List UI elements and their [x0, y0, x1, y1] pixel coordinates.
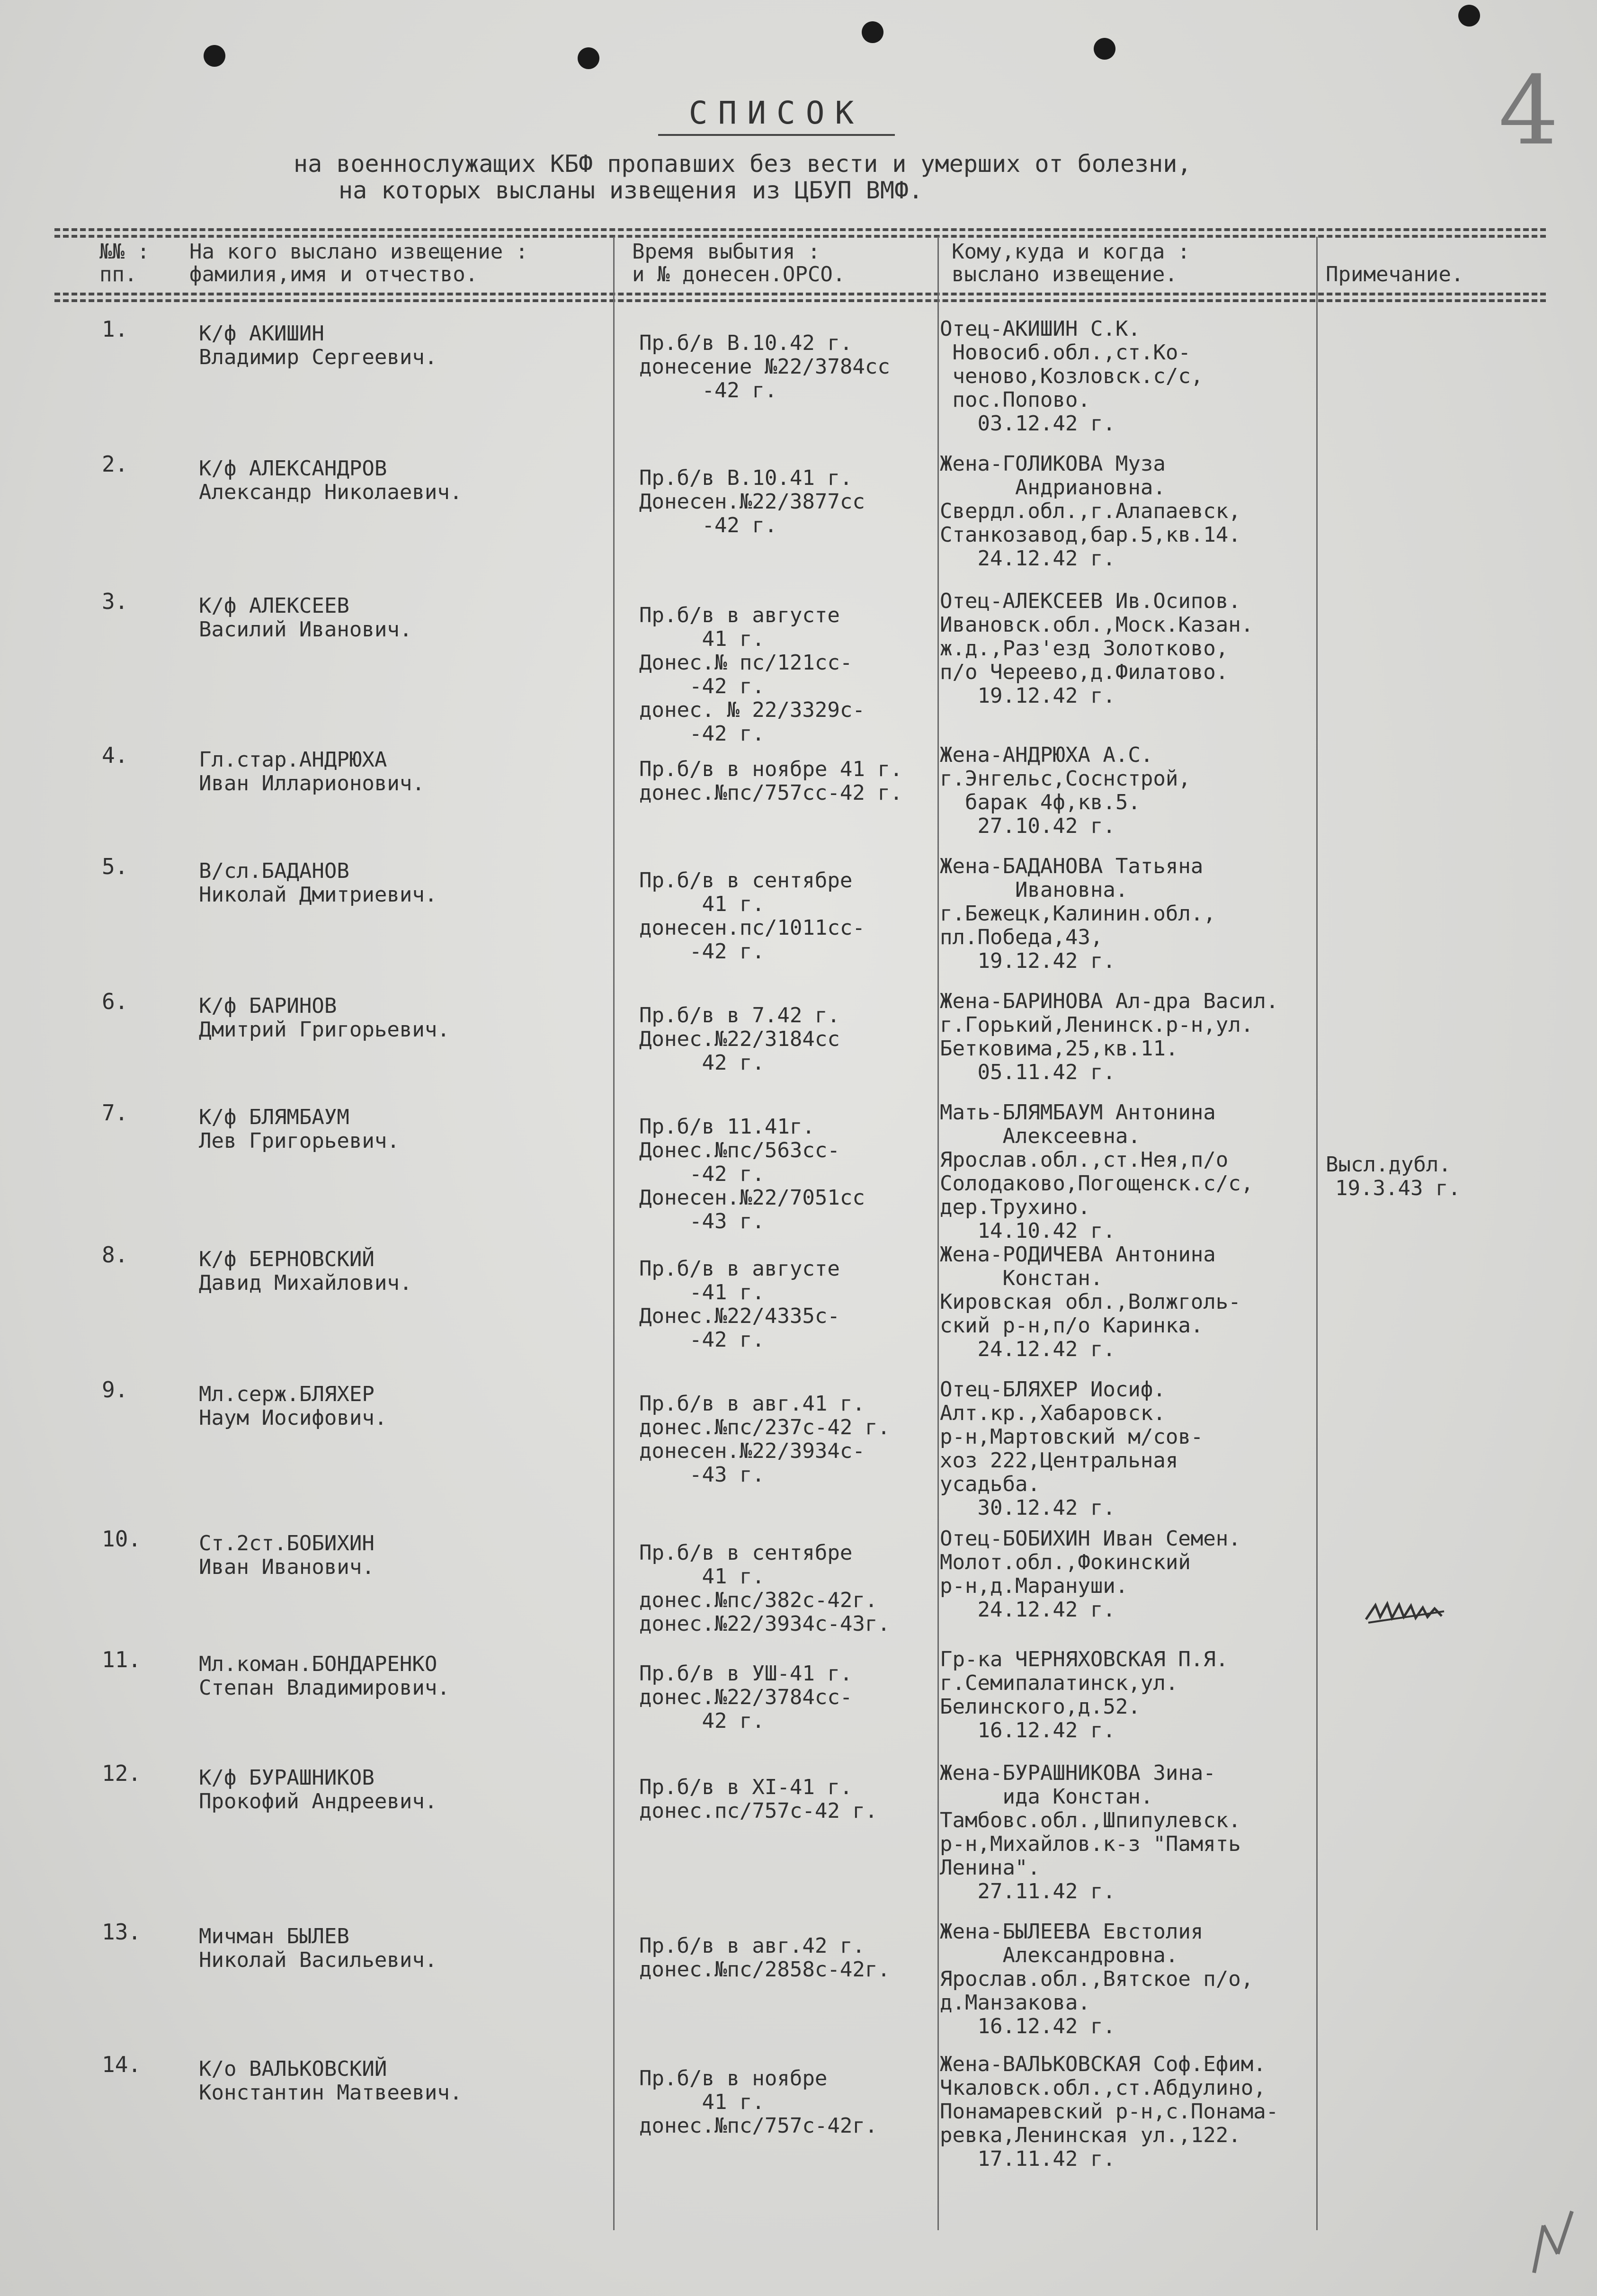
notice-recipient-line: 16.12.42 г. — [940, 2014, 1115, 2038]
missing-date-report-cell — [639, 1004, 840, 1075]
missing-date-report-line: Донес.№22/4335с- — [639, 1304, 840, 1328]
header-name — [189, 241, 528, 286]
recipient-name-line: Мичман БЫЛЕВ — [199, 1924, 349, 1948]
recipient-name-cell — [199, 748, 425, 795]
page-number: 4 — [1499, 56, 1559, 166]
header-notice — [952, 241, 1190, 286]
notice-recipient-line: Жена-ВАЛЬКОВСКАЯ Соф.Ефим. — [940, 2052, 1266, 2076]
notice-recipient-line: Андриановна. — [940, 475, 1166, 500]
missing-date-report-cell — [639, 466, 865, 537]
notice-recipient-line: Понамаревский р-н,с.Понама- — [940, 2099, 1279, 2124]
notice-recipient-line: р-н,д.Марануши. — [940, 1574, 1128, 1598]
notice-recipient-line: Жена-РОДИЧЕВА Антонина — [940, 1242, 1216, 1267]
recipient-name-line: Николай Васильевич. — [199, 1948, 437, 1972]
notice-recipient-line: Ярослав.обл.,Вятское п/о, — [940, 1967, 1254, 1991]
missing-date-report-line: 41 г. — [639, 1564, 765, 1589]
notice-recipient-line: 19.12.42 г. — [940, 684, 1115, 708]
notice-recipient-cell — [940, 855, 1216, 973]
recipient-name-line: Константин Матвеевич. — [199, 2081, 463, 2105]
header-line — [1326, 241, 1463, 263]
notice-recipient-line: Тамбовс.обл.,Шпипулевск. — [940, 1808, 1241, 1832]
missing-date-report-line: Пр.б/в в августе — [639, 1257, 840, 1281]
row-number: 13. — [102, 1919, 142, 1945]
subtitle-line: на которых высланы извещения из ЦБУП ВМФ. — [339, 177, 923, 204]
missing-date-report-line: Пр.б/в в сентябре — [639, 868, 853, 893]
recipient-name-line: Александр Николаевич. — [199, 480, 463, 504]
notice-recipient-line: 24.12.42 г. — [940, 1337, 1115, 1361]
missing-date-report-line: донес.пс/757с-42 г. — [639, 1799, 878, 1823]
notice-recipient-line: р-н,Михайлов.к-з "Память — [940, 1832, 1241, 1856]
notice-recipient-line: 24.12.42 г. — [940, 546, 1115, 571]
notice-recipient-line: п/о Череево,д.Филатово. — [940, 660, 1229, 684]
missing-date-report-line: 42 г. — [639, 1709, 765, 1733]
header-bottom-rule — [54, 299, 1546, 302]
header-line: Примечание. — [1326, 262, 1464, 286]
notice-recipient-cell — [940, 1527, 1241, 1622]
recipient-name-line: Прокофий Андреевич. — [199, 1789, 437, 1814]
notice-recipient-cell — [940, 990, 1278, 1084]
header-line: выслано извещение. — [952, 262, 1178, 286]
recipient-name-line: Гл.стар.АНДРЮХА — [199, 748, 387, 772]
missing-date-report-line: донес.№22/3784сс- — [639, 1685, 853, 1709]
notice-recipient-line: р-н,Мартовский м/сов- — [940, 1425, 1204, 1449]
recipient-name-cell — [199, 594, 412, 642]
recipient-name-cell — [199, 457, 462, 504]
missing-date-report-cell — [639, 604, 865, 746]
notice-recipient-cell — [940, 1761, 1241, 1903]
recipient-name-line: Лев Григорьевич. — [199, 1129, 400, 1153]
missing-date-report-line: Донес.№22/3184сс — [639, 1027, 840, 1051]
notice-recipient-line: Новосиб.обл.,ст.Ко- — [940, 340, 1191, 365]
missing-date-report-line: Пр.б/в в УШ-41 г. — [639, 1662, 853, 1686]
recipient-name-line: Мл.серж.БЛЯХЕР — [199, 1382, 375, 1406]
missing-date-report-line: донес.№пс/757с-42г. — [639, 2114, 878, 2138]
document-subtitle — [294, 151, 1354, 204]
recipient-name-line: Василий Иванович. — [199, 617, 412, 642]
missing-date-report-line: -43 г. — [639, 1463, 765, 1487]
row-number: 5. — [102, 854, 128, 879]
notice-recipient-line: барак 4ф,кв.5. — [940, 790, 1141, 814]
missing-date-report-line: Пр.б/в в XI-41 г. — [639, 1775, 853, 1799]
header-line: фамилия,имя и отчество. — [189, 262, 478, 286]
recipient-name-line: К/ф БЕРНОВСКИЙ — [199, 1247, 375, 1271]
notice-recipient-line: дер.Трухино. — [940, 1195, 1090, 1219]
recipient-name-line: Ст.2ст.БОБИХИН — [199, 1531, 375, 1555]
missing-date-report-line: Пр.б/в В.10.42 г. — [639, 331, 853, 355]
recipient-name-line: Степан Владимирович. — [199, 1676, 450, 1700]
notice-recipient-line: г.Бежецк,Калинин.обл., — [940, 902, 1216, 926]
recipient-name-line: В/сл.БАДАНОВ — [199, 859, 349, 883]
recipient-name-line: Дмитрий Григорьевич. — [199, 1018, 450, 1042]
recipient-name-line: К/о ВАЛЬКОВСКИЙ — [199, 2057, 387, 2081]
notice-recipient-line: Жена-БАРИНОВА Ал-дра Васил. — [940, 989, 1279, 1013]
notice-recipient-line: Жена-ГОЛИКОВА Муза — [940, 452, 1166, 476]
notice-recipient-line: д.Манзакова. — [940, 1991, 1090, 2015]
row-number: 8. — [102, 1242, 128, 1268]
missing-date-report-line: Пр.б/в В.10.41 г. — [639, 466, 853, 490]
missing-date-report-cell — [639, 1776, 877, 1823]
header-line: На кого выслано извещение : — [189, 240, 528, 264]
notice-recipient-line: ченово,Козловск.с/с, — [940, 364, 1204, 388]
missing-date-report-line: -42 г. — [639, 939, 765, 964]
missing-date-report-line: -42 г. — [639, 722, 765, 746]
missing-date-report-line: Пр.б/в в 7.42 г. — [639, 1003, 840, 1027]
notice-recipient-line: 14.10.42 г. — [940, 1219, 1115, 1243]
recipient-name-cell — [199, 322, 437, 369]
remark-line: 19.3.43 г. — [1335, 1176, 1461, 1200]
recipient-name-cell — [199, 1925, 437, 1972]
notice-recipient-line: Жена-БЫЛЕЕВА Евстолия — [940, 1920, 1204, 1944]
notice-recipient-line: Жена-БАДАНОВА Татьяна — [940, 854, 1204, 878]
handwritten-scribble — [1364, 1598, 1449, 1626]
row-number: 3. — [102, 589, 128, 614]
notice-recipient-cell — [940, 1243, 1241, 1361]
missing-date-report-line: донес.№пс/757сс-42 г. — [639, 781, 903, 805]
notice-recipient-cell — [940, 1101, 1253, 1243]
row-number: 9. — [102, 1377, 128, 1403]
notice-recipient-line: пос.Попово. — [940, 388, 1090, 412]
notice-recipient-line: Солодаково,Погощенск.с/с, — [940, 1171, 1254, 1196]
punch-hole — [204, 45, 225, 67]
notice-recipient-cell — [940, 743, 1191, 838]
missing-date-report-cell — [639, 1662, 852, 1733]
missing-date-report-line: 41 г. — [639, 892, 765, 916]
missing-date-report-line: Пр.б/в в сентябре — [639, 1541, 853, 1565]
notice-recipient-line: Алт.кр.,Хабаровск. — [940, 1401, 1166, 1425]
row-number: 4. — [102, 742, 128, 768]
pencil-mark — [1525, 2207, 1581, 2278]
notice-recipient-line: хоз 222,Центральная — [940, 1448, 1178, 1473]
header-time — [632, 241, 845, 286]
notice-recipient-line: Жена-БУРАШНИКОВА Зина- — [940, 1761, 1216, 1785]
recipient-name-line: Иван Илларионович. — [199, 771, 425, 795]
missing-date-report-line: -42 г. — [639, 378, 777, 402]
recipient-name-line: Николай Дмитриевич. — [199, 883, 437, 907]
missing-date-report-line: -42 г. — [639, 1162, 765, 1186]
missing-date-report-cell — [639, 1541, 890, 1636]
notice-recipient-line: г.Энгельс,Соснстрой, — [940, 767, 1191, 791]
notice-recipient-line: Белинского,д.52. — [940, 1695, 1141, 1719]
notice-recipient-cell — [940, 452, 1241, 571]
notice-recipient-line: ж.д.,Раз'езд Золотково, — [940, 636, 1229, 661]
missing-date-report-line: 41 г. — [639, 627, 765, 651]
header-line: №№ : — [99, 240, 150, 264]
recipient-name-cell — [199, 1532, 375, 1579]
subtitle-line: на военнослужащих КБФ пропавших без вести и умерших от болезни, — [294, 150, 1192, 178]
recipient-name-cell — [199, 2057, 462, 2105]
missing-date-report-line: донесен.пс/1011сс- — [639, 916, 865, 940]
notice-recipient-line: 16.12.42 г. — [940, 1718, 1115, 1742]
column-divider — [613, 237, 615, 2230]
missing-date-report-cell — [639, 2067, 877, 2138]
missing-date-report-line: Пр.б/в 11.41г. — [639, 1115, 815, 1139]
missing-date-report-line: донес.№22/3934с-43г. — [639, 1612, 890, 1636]
header-top-rule — [54, 235, 1546, 238]
column-divider — [1316, 237, 1318, 2230]
notice-recipient-line: Отец-АКИШИН С.К. — [940, 317, 1141, 341]
recipient-name-cell — [199, 1106, 400, 1153]
recipient-name-cell — [199, 994, 450, 1042]
recipient-name-line: Наум Иосифович. — [199, 1406, 387, 1430]
recipient-name-line: К/ф АЛЕКСАНДРОВ — [199, 456, 387, 481]
missing-date-report-line: Донес.№пс/563сс- — [639, 1138, 840, 1162]
recipient-name-cell — [199, 859, 437, 907]
notice-recipient-cell — [940, 590, 1253, 708]
missing-date-report-line: донес. № 22/3329с- — [639, 698, 865, 722]
header-top-rule — [54, 228, 1546, 231]
notice-recipient-line: 27.10.42 г. — [940, 814, 1115, 838]
missing-date-report-line: донесение №22/3784сс — [639, 355, 890, 379]
remark-line: Высл.дубл. — [1326, 1152, 1451, 1177]
row-number: 7. — [102, 1100, 128, 1126]
notice-recipient-line: г.Семипалатинск,ул. — [940, 1671, 1178, 1695]
missing-date-report-cell — [639, 1934, 890, 1982]
recipient-name-line: К/ф БУРАШНИКОВ — [199, 1766, 375, 1790]
document-title: СПИСОК — [653, 95, 900, 131]
notice-recipient-line: Констан. — [940, 1266, 1103, 1290]
recipient-name-cell — [199, 1653, 450, 1700]
notice-recipient-line: ревка,Ленинская ул.,122. — [940, 2123, 1241, 2147]
remark-cell — [1326, 1153, 1461, 1200]
notice-recipient-line: Алексеевна. — [940, 1124, 1141, 1148]
recipient-name-cell — [199, 1766, 437, 1814]
missing-date-report-cell — [639, 758, 902, 805]
missing-date-report-cell — [639, 1115, 865, 1233]
missing-date-report-line: Донесен.№22/7051сс — [639, 1186, 865, 1210]
column-divider — [937, 237, 939, 2230]
notice-recipient-line: 03.12.42 г. — [940, 411, 1115, 436]
notice-recipient-line: Кировская обл.,Волжголь- — [940, 1290, 1241, 1314]
missing-date-report-line: Пр.б/в в авг.42 г. — [639, 1934, 865, 1958]
notice-recipient-line: Отец-АЛЕКСЕЕВ Ив.Осипов. — [940, 589, 1241, 613]
missing-date-report-line: донес.№пс/237с-42 г. — [639, 1415, 890, 1439]
missing-date-report-line: 42 г. — [639, 1051, 765, 1075]
notice-recipient-cell — [940, 1378, 1203, 1520]
missing-date-report-cell — [639, 869, 865, 964]
punch-hole — [1094, 38, 1115, 60]
recipient-name-line: Владимир Сергеевич. — [199, 345, 437, 369]
header-line: Кому,куда и когда : — [952, 240, 1190, 264]
row-number: 10. — [102, 1526, 142, 1552]
row-number: 12. — [102, 1760, 142, 1786]
punch-hole — [1458, 5, 1480, 27]
notice-recipient-line: г.Горький,Ленинск.р-н,ул. — [940, 1013, 1254, 1037]
missing-date-report-line: Пр.б/в в ноябре — [639, 2066, 828, 2091]
row-number: 11. — [102, 1647, 142, 1672]
notice-recipient-line: Ивановна. — [940, 878, 1128, 902]
missing-date-report-line: донесен.№22/3934с- — [639, 1439, 865, 1463]
missing-date-report-line: Донесен.№22/3877сс — [639, 490, 865, 514]
missing-date-report-line: -41 г. — [639, 1280, 765, 1304]
notice-recipient-line: 17.11.42 г. — [940, 2147, 1115, 2171]
notice-recipient-line: Гр-ка ЧЕРНЯХОВСКАЯ П.Я. — [940, 1647, 1229, 1671]
recipient-name-line: К/ф АЛЕКСЕЕВ — [199, 594, 349, 618]
missing-date-report-line: -42 г. — [639, 1328, 765, 1352]
missing-date-report-line: Пр.б/в в авг.41 г. — [639, 1392, 865, 1416]
recipient-name-cell — [199, 1383, 387, 1430]
missing-date-report-line: -43 г. — [639, 1209, 765, 1233]
missing-date-report-line: донес.№пс/382с-42г. — [639, 1588, 878, 1612]
missing-date-report-cell — [639, 331, 890, 402]
header-remark — [1326, 241, 1463, 286]
notice-recipient-line: 19.12.42 г. — [940, 949, 1115, 973]
missing-date-report-cell — [639, 1392, 890, 1487]
notice-recipient-line: Мать-БЛЯМБАУМ Антонина — [940, 1100, 1216, 1125]
punch-hole — [862, 21, 883, 43]
missing-date-report-line: Пр.б/в в ноябре 41 г. — [639, 757, 903, 781]
missing-date-report-line: -42 г. — [639, 674, 765, 698]
row-number: 2. — [102, 451, 128, 477]
notice-recipient-line: Станкозавод,бар.5,кв.14. — [940, 523, 1241, 547]
missing-date-report-line: 41 г. — [639, 2090, 765, 2114]
recipient-name-cell — [199, 1248, 412, 1295]
row-number: 14. — [102, 2052, 142, 2077]
missing-date-report-line: Пр.б/в в августе — [639, 603, 840, 627]
notice-recipient-line: Чкаловск.обл.,ст.Абдулино, — [940, 2076, 1266, 2100]
recipient-name-line: К/ф БЛЯМБАУМ — [199, 1105, 349, 1129]
notice-recipient-line: Ивановск.обл.,Моск.Казан. — [940, 613, 1254, 637]
notice-recipient-line: ский р-н,п/о Каринка. — [940, 1313, 1204, 1338]
header-bottom-rule — [54, 293, 1546, 295]
missing-date-report-line: донес.№пс/2858с-42г. — [639, 1957, 890, 1982]
notice-recipient-line: усадьба. — [940, 1472, 1040, 1496]
notice-recipient-cell — [940, 317, 1203, 436]
notice-recipient-line: Ленина". — [940, 1856, 1040, 1880]
punch-hole — [578, 47, 599, 69]
header-line: Время выбытия : — [632, 240, 821, 264]
missing-date-report-line: -42 г. — [639, 513, 777, 537]
notice-recipient-line: пл.Победа,43, — [940, 925, 1103, 949]
notice-recipient-line: 30.12.42 г. — [940, 1496, 1115, 1520]
header-line: пп. — [99, 262, 137, 286]
header-line: и № донесен.ОРСО. — [632, 262, 846, 286]
missing-date-report-cell — [639, 1257, 840, 1352]
notice-recipient-line: 27.11.42 г. — [940, 1879, 1115, 1903]
missing-date-report-line: Донес.№ пс/121сс- — [639, 651, 853, 675]
recipient-name-line: Мл.коман.БОНДАРЕНКО — [199, 1652, 437, 1676]
notice-recipient-cell — [940, 1920, 1253, 2038]
notice-recipient-line: 24.12.42 г. — [940, 1598, 1115, 1622]
recipient-name-line: К/ф БАРИНОВ — [199, 994, 337, 1018]
header-number — [99, 241, 150, 286]
row-number: 1. — [102, 316, 128, 342]
notice-recipient-line: Отец-БОБИХИН Иван Семен. — [940, 1527, 1241, 1551]
recipient-name-line: Иван Иванович. — [199, 1555, 375, 1579]
notice-recipient-line: Молот.обл.,Фокинский — [940, 1550, 1191, 1574]
notice-recipient-line: Свердл.обл.,г.Алапаевск, — [940, 499, 1241, 523]
notice-recipient-line: Бетковима,25,кв.11. — [940, 1036, 1178, 1061]
notice-recipient-line: Александровна. — [940, 1943, 1178, 1967]
notice-recipient-cell — [940, 1648, 1228, 1742]
recipient-name-line: Давид Михайлович. — [199, 1271, 412, 1295]
notice-recipient-line: ида Констан. — [940, 1785, 1153, 1809]
notice-recipient-line: Отец-БЛЯХЕР Иосиф. — [940, 1377, 1166, 1402]
notice-recipient-line: Ярослав.обл.,ст.Нея,п/о — [940, 1148, 1229, 1172]
row-number: 6. — [102, 989, 128, 1014]
notice-recipient-line: Жена-АНДРЮХА А.С. — [940, 743, 1153, 767]
notice-recipient-line: 05.11.42 г. — [940, 1060, 1115, 1084]
recipient-name-line: К/ф АКИШИН — [199, 322, 324, 346]
notice-recipient-cell — [940, 2053, 1278, 2171]
